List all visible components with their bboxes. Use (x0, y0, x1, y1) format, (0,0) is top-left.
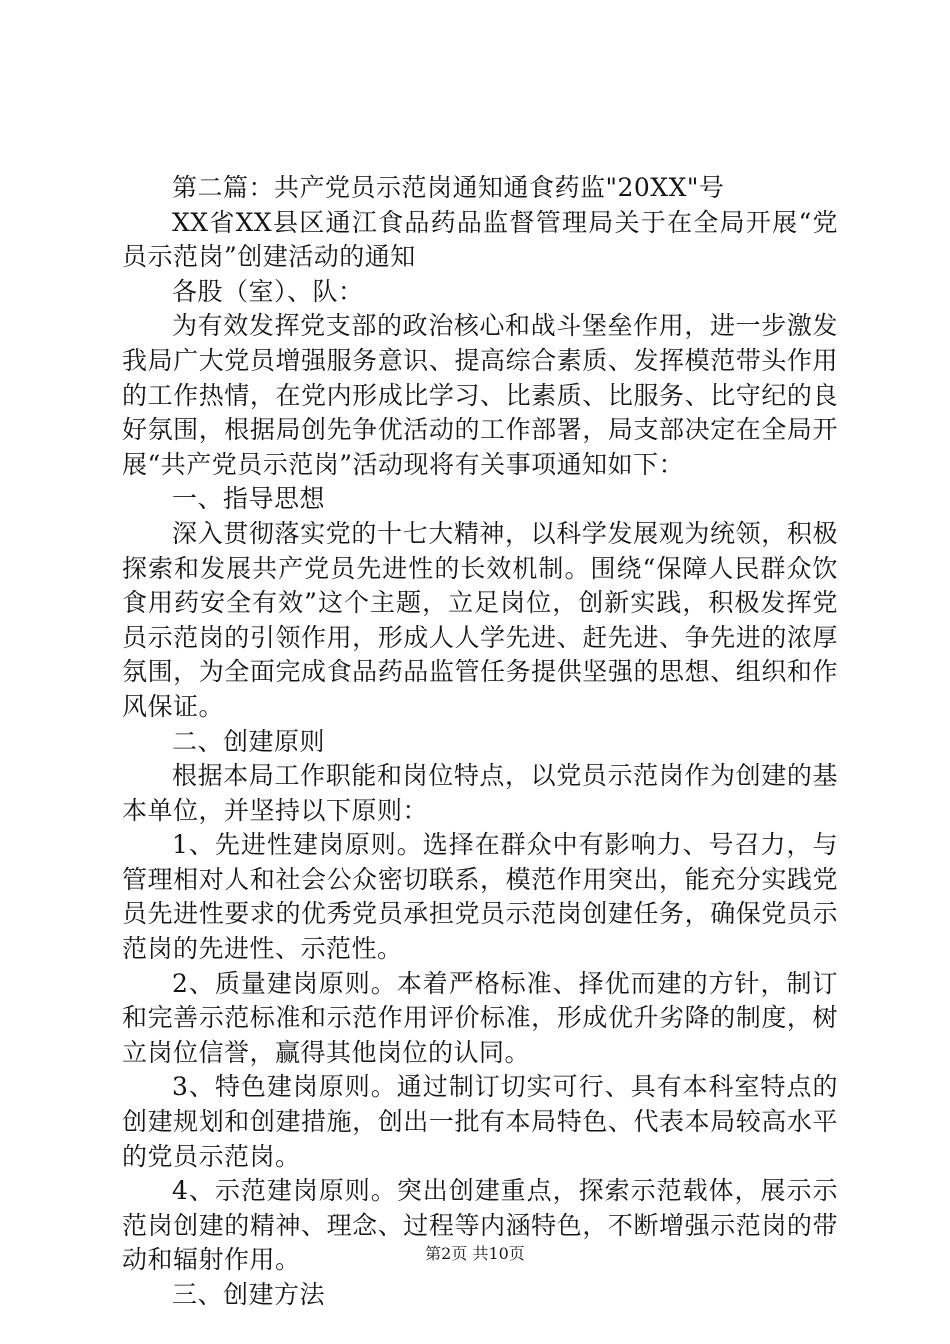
document-body (122, 171, 838, 1313)
page-number-footer: 第2页 共10页 (425, 1244, 525, 1263)
principle-item-4: 4、示范建岗原则。突出创建重点，探索示范载体，展示示范岗创建的精神、理念、过程等内涵特色，不断增强示范岗的带动和辐射作用。 (122, 1176, 838, 1275)
principle-item-2: 2、质量建岗原则。本着严格标准、择优而建的方针，制订和完善示范标准和示范作用评价标准，形成优升劣降的制度，树立岗位信誉，赢得其他岗位的认同。 (122, 968, 838, 1067)
principles-intro-paragraph: 根据本局工作职能和岗位特点，以党员示范岗作为创建的基本单位，并坚持以下原则： (122, 761, 838, 825)
notice-heading: XX省XX县区通江食品药品监督管理局关于在全局开展“党员示范岗”创建活动的通知 (122, 207, 838, 272)
section-heading-principles: 二、创建原则 (172, 726, 326, 756)
guiding-thought-paragraph: 深入贯彻落实党的十七大精神，以科学发展观为统领，积极探索和发展共产党员先进性的长效机制。围绕“保障人民群众饮食用药安全有效”这个主题，立足岗位，创新实践，积极发挥党员示范岗的引领作用，形成人人学先进、赶先进、争先进的浓厚氛围，为全面完成食品药品监管任务提供坚强的思想、组织和作风保证。 (122, 518, 838, 721)
document-title: 第二篇：共产党员示范岗通知通食药监"20XX"号 (172, 173, 725, 202)
section-heading-guiding-thought: 一、指导思想 (172, 484, 326, 514)
section-heading-methods: 三、创建方法 (172, 1280, 326, 1309)
principle-item-3: 3、特色建岗原则。通过制订切实可行、具有本科室特点的创建规划和创建措施，创出一批有本局特色、代表本局较高水平的党员示范岗。 (122, 1072, 838, 1171)
intro-paragraph: 为有效发挥党支部的政治核心和战斗堡垒作用，进一步激发我局广大党员增强服务意识、提高综合素质、发挥模范带头作用的工作热情，在党内形成比学习、比素质、比服务、比守纪的良好氛围，根据局创先争优活动的工作部署，局支部决定在全局开展“共产党员示范岗”活动现将有关事项通知如下： (122, 311, 838, 479)
recipients-line: 各股（室）、队： (172, 276, 364, 306)
principle-item-1: 1、先进性建岗原则。选择在群众中有影响力、号召力，与管理相对人和社会公众密切联系，模范作用突出，能充分实践党员先进性要求的优秀党员承担党员示范岗创建任务，确保党员示范岗的先进性、示范性。 (122, 830, 838, 964)
